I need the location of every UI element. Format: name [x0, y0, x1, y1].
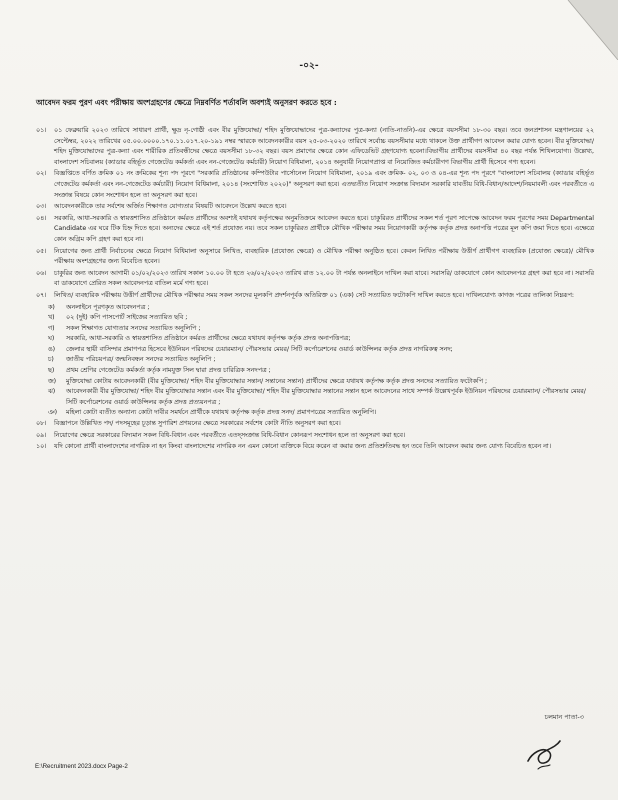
condition-item [36, 169, 594, 201]
condition-text: বিজ্ঞপ্তিতে বর্ণিত ক্রমিক ০১ নং ক্রমিকের শূন্য পদ পূরণে "সরকারি প্রতিষ্ঠানের কম্পিউটার পার্সোনেল নিয়োগ বিধিমালা, ২০১৯ এবং ক্রমিক- ০২, ০৩ ও ০৪-এর শূন্য পদ পূরণে "বাংলাদেশ সচিবালয় (ক্যাডার বহির্ভূত গেজেটেড কর্মকর্তা এবং নন-গেজেটেড কর্মচারী) নিয়োগ বিধিমালা, ২০১৪ (সংশোধিত ২০২০)" অনুসরণ করা হবে। এতদ্ব্যতীত নিয়োগ সংক্রান্ত বিদ্যমান সরকারি যাবতীয় বিধি-বিধান/আদেশ/নিয়মাবলী এবং পরবর্তীতে এ সংক্রান্ত বিষয়ে কোন সংশোধন হলে তা অনুসরণ করা হবে। [54, 170, 594, 199]
document-list-item [36, 313, 594, 324]
condition-item [36, 442, 594, 453]
condition-number: ০৭। [36, 291, 47, 299]
condition-number: ০৮। [36, 420, 47, 428]
continued-page-label: চলমান পাতা-৩ [544, 713, 584, 721]
condition-item [36, 431, 594, 442]
condition-number: ০৩। [36, 203, 47, 211]
document-list-text: জাতীয় পরিচয়পত্র/ জন্মনিবন্ধন সনদের সত্যায়িত অনুলিপি ; [66, 356, 216, 364]
document-list-label: ঙ) [48, 345, 56, 353]
condition-item [36, 247, 594, 268]
condition-item [36, 214, 594, 246]
condition-text: যদি কোনো প্রার্থী বাংলাদেশের নাগরিক না হন কিংবা বাংলাদেশের নাগরিক নন এমন কোনো ব্যক্তিকে বিয়ে করেন বা করার জন্য প্রতিশ্রুতিবদ্ধ হন তবে তিনি আবেদন করার জন্য যোগ্য বিবেচিত হবেন না। [54, 443, 552, 451]
signature-image [520, 735, 570, 775]
document-list-item [36, 377, 594, 388]
document-list-label: ঝ) [48, 388, 56, 396]
condition-item [36, 291, 594, 302]
condition-number: ১০। [36, 443, 47, 451]
document-list-text: অনলাইনে পূরণকৃত আবেদনপত্র ; [66, 303, 150, 311]
document-list-text: সকল শিক্ষাগত যোগ্যতার সনদের সত্যায়িত অনুলিপি ; [66, 324, 201, 332]
document-list-item [36, 345, 594, 356]
condition-text: আবেদনকারীকে তার সর্বশেষ অর্জিত শিক্ষাগত যোগ্যতার বিষয়টি আবেদনে উল্লেখ করতে হবে। [54, 203, 287, 211]
document-list-label: ছ) [48, 367, 55, 375]
condition-text: নিয়োগের জন্য প্রার্থী নির্বাচনের ক্ষেত্রে নিয়োগ বিধিমালা অনুসারে লিখিত, ব্যবহারিক (প্রযোজ্য ক্ষেত্রে) ও মৌখিক পরীক্ষা অনুষ্ঠিত হবে। কেবল লিখিত পরীক্ষায় উত্তীর্ণ প্রার্থীগণ ব্যবহারিক (প্রযোজ্য ক্ষেত্রে)/ মৌখিক পরীক্ষায় অংশগ্রহণের জন্য বিবেচিত হবেন। [54, 247, 594, 266]
scan-fold-corner [538, 0, 618, 60]
condition-text: লিখিত/ ব্যবহারিক পরীক্ষায় উত্তীর্ণ প্রার্থীদের মৌখিক পরীক্ষার সময় সকল সনদের মূলকপি প্রদর্শনপূর্বক অতিরিক্ত ০১ (এক) সেট সত্যায়িত ফটোকপি দাখিল করতে হবে। দাখিলযোগ্য কাগজ পত্রের তালিকা নিম্নরূপ: [54, 291, 574, 299]
document-list-item [36, 355, 594, 366]
condition-number: ০৬। [36, 269, 47, 277]
document-list-item [36, 366, 594, 377]
condition-number: ০৪। [36, 214, 47, 222]
condition-text: চাকুরির জন্য আবেদন আগামী ০১/০২/২০২৩ তারিখ সকাল ১০.০০ টা হতে ২৬/০২/২০২৩ তারিখ রাত ১২.০০ টা পর্যন্ত অনলাইনে দাখিল করা যাবে। সরাসরি/ ডাকযোগে কোন আবেদনপত্র গ্রহণ করা হবে না। সরাসরি বা ডাকযোগে প্রেরিত সকল আবেদনপত্র বাতিল মর্মে গণ্য হবে। [54, 269, 594, 288]
condition-item [36, 419, 594, 430]
condition-item [36, 126, 594, 168]
document-list-text: ০২ (দুই) কপি পাসপোর্ট সাইজের সত্যায়িত ছবি ; [66, 314, 188, 322]
document-list-label: ঞ) [48, 409, 58, 417]
document-list-label: জ) [48, 377, 57, 385]
conditions-heading: আবেদন ফরম পুরণ এবং পরীক্ষায় অংশগ্রহণের ক্ষেত্রে নিম্নবর্ণিত শর্তাবলি অবশ্যই অনুসরণ করতে হবে : [36, 98, 337, 107]
document-list-item [36, 334, 594, 345]
condition-number: ০৫। [36, 247, 47, 255]
condition-number: ০১। [36, 127, 47, 134]
document-list-text: মহিলা কোটা ব্যতীত অন্যান্য কোটা দাবীর সমর্থনে প্রার্থীকে যথাযথ কর্তৃপক্ষ কর্তৃক প্রদত্ত সনদ/ প্রমাণপত্রের সত্যায়িত অনুলিপি। [66, 409, 377, 417]
document-list-item [36, 408, 594, 419]
condition-item [36, 269, 594, 290]
condition-item [36, 202, 594, 213]
document-list-item [36, 324, 594, 335]
page-number: -০২- [299, 61, 319, 71]
condition-number: ০৯। [36, 431, 47, 439]
condition-text: সরকারি, আধা-সরকারি ও স্বায়ত্তশাসিত প্রতিষ্ঠানে কর্মরত প্রার্থীদের অবশ্যই যথাযথ কর্তৃপক্ষের অনুমতিক্রমে আবেদন করতে হবে। চাকুরিরত প্রার্থীদের সকল শর্ত পূরণ সাপেক্ষে আবেদন ফরম পূরণের সময় Departmental Candidate এর ঘরে টিক চিহ্ন দিতে হবে। অন্যদের ক্ষেত্রে এই শর্ত প্রযোজ্য নয়। তবে সকল চাকুরিরত প্রার্থীকে মৌখিক পরীক্ষার সময় নিয়োগকারী কর্তৃপক্ষ কর্তৃক প্রদত্ত অনাপত্তি পত্রের মূল কপি জমা দিতে হবে। এক্ষেত্রে কোন অগ্রিম কপি গ্রহণ করা হবে না। [54, 214, 594, 243]
document-list-label: খ) [48, 314, 55, 322]
document-list-label: ক) [48, 303, 55, 311]
file-path-label: E:\Recruitment 2023.docx Page-2 [35, 763, 128, 770]
condition-text: বিজ্ঞাপনে উল্লিখিত পদ/ পদসমূহের চূড়ান্ত সুপারিশ প্রণয়নের ক্ষেত্রে সরকারের সর্বশেষ কোটা নীতি অনুসরণ করা হবে। [54, 420, 341, 428]
condition-text: ০১ ফেব্রুয়ারি ২০২৩ তারিখে সাধারণ প্রার্থী, ক্ষুদ্র নৃ-গোষ্ঠী এবং বীর মুক্তিযোদ্ধা/ শহিদ মুক্তিযোদ্ধাদের পুত্র-কন্যাদের পুত্র-কন্যা (নাতি-নাতনি)-এর ক্ষেত্রে বয়সসীমা ১৮-৩০ বছর। তবে জনপ্রশাসন মন্ত্রণালয়ের ২২ সেপ্টেম্বর, ২০২২ তারিখের ০৫.০০.০০০০.১৭০.১১.০১৭.২০-১৯১ নম্বর স্মারকে আবেদনকারীর বয়স ২৫-০৩-২০২০ তারিখে সর্বোচ্চ বয়সসীমার মধ্যে থাকলে উক্ত প্রার্থীগণ আবেদন করার যোগ্য হবেন। বীর মুক্তিযোদ্ধা/শহিদ মুক্তিযোদ্ধাদের পুত্র-কন্যা এবং শারীরিক প্রতিবন্ধীদের ক্ষেত্রে বয়সসীমা ১৮-৩২ বছর। বয়স প্রমাণের ক্ষেত্রে কোন এফিডেভিট গ্রহণযোগ্য হবেনা।বিভাগীয় প্রার্থীদের বয়সসীমা ৪০ বছর পর্যন্ত শিথিলযোগ্য। উল্লেখ্য, বাংলাদেশ সচিবালয় (ক্যাডার বহির্ভূত গেজেটেড কর্মকর্তা এবং নন-গেজেটেড কর্মচারী) নিয়োগ বিধিমালা, ২০১৪ অনুযায়ী নিয়োগপ্রাপ্ত বা নিয়োজিত কর্মচারীগণ বিভাগীয় প্রার্থী হিসেবে গণ্য হবেন। [54, 127, 594, 166]
document-list-item [36, 303, 594, 314]
conditions-body [36, 126, 594, 454]
document-list-text: আবেদনকারী বীর মুক্তিযোদ্ধা/ শহিদ বীর মুক্তিযোদ্ধার সন্তান এবং বীর মুক্তিযোদ্ধা/ শহিদ বীর মুক্তিযোদ্ধার সন্তানের সন্তান হলে আবেদনের সাথে সম্পর্ক উল্লেখপূর্বক ইউনিয়ন পরিষদের চেয়ারম্যান/ পৌরসভার মেয়র/ সিটি কর্পোরেশনের ওয়ার্ড কাউন্সিলর কর্তৃক প্রদত্ত প্রত্যয়নপত্র ; [66, 388, 586, 406]
document-list-text: সরকারি, আধা-সরকারি ও স্বায়ত্তশাসিত প্রতিষ্ঠানে কর্মরত প্রার্থীদের ক্ষেত্রে যথাযথ কর্তৃপক্ষ কর্তৃক প্রদত্ত অনাপত্তিপত্র; [66, 335, 351, 343]
document-list-label: গ) [48, 324, 55, 332]
condition-text: নিয়োগের ক্ষেত্রে সরকারের বিদ্যমান সকল বিধি-বিধান এবং পরবর্তীতে এতদ্সংক্রান্ত বিধি-বিধান কোনরূপ সংশোধন হলে তা অনুসরণ করা হবে। [54, 431, 406, 439]
document-list-label: ঘ) [48, 335, 55, 343]
document-list-text: জেলার স্থায়ী বাসিন্দার প্রমাণপত্র হিসেবে ইউনিয়ন পরিষদের চেয়ারম্যান/ পৌরসভার মেয়র/ সিটি কর্পোরেশনের ওয়ার্ড কাউন্সিলর কর্তৃক প্রদত্ত নাগরিকত্ব সনদ; [66, 345, 453, 353]
document-list-item [36, 387, 594, 408]
document-list-label: চ) [48, 356, 54, 364]
document-list-text: প্রথম শ্রেণির গেজেটেড কর্মকর্তা কর্তৃক নামযুক্ত সিল দ্বারা প্রদত্ত চারিত্রিক সনদপত্র ; [66, 367, 271, 375]
document-list-text: মুক্তিযোদ্ধা কোটায় আবেদনকারী (বীর মুক্তিযোদ্ধা/ শহিদ বীর মুক্তিযোদ্ধার সন্তান/ সন্তানের সন্তান) প্রার্থীদের ক্ষেত্রে যথাযথ কর্তৃপক্ষ কর্তৃক প্রদত্ত সনদের সত্যায়িত ফটোকপি ; [66, 377, 488, 385]
condition-number: ০২। [36, 170, 47, 178]
